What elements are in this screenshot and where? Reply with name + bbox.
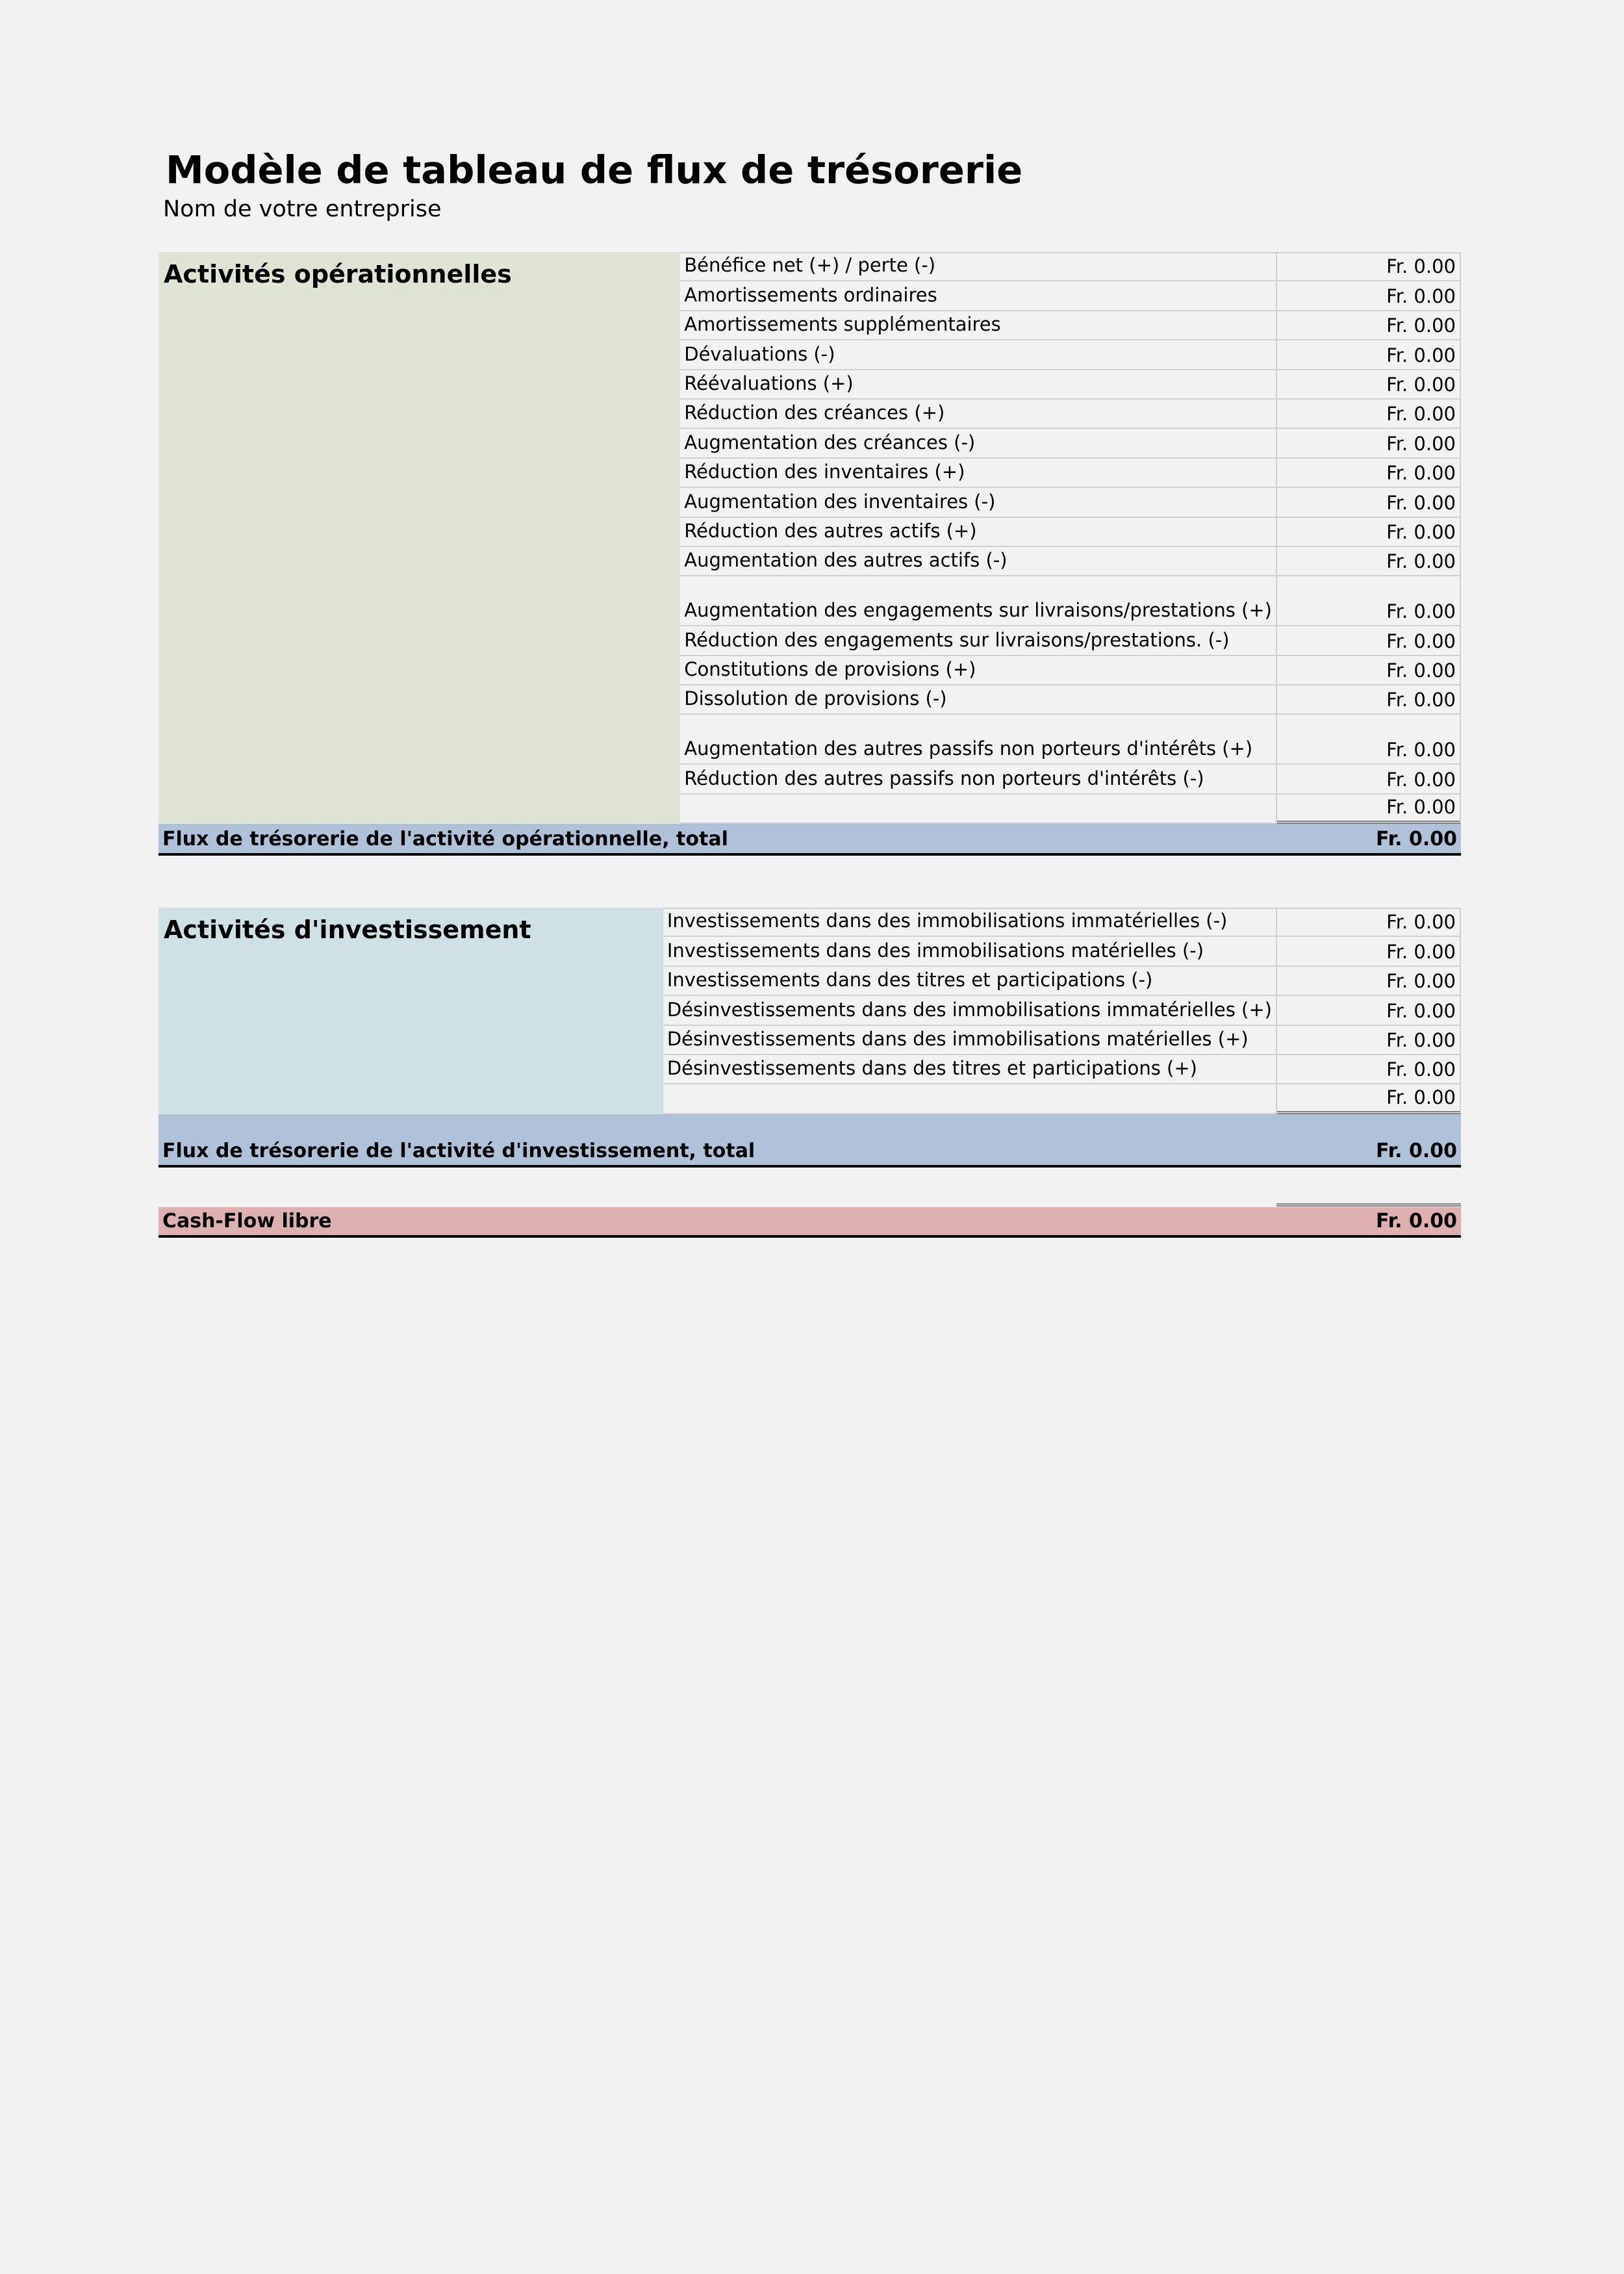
investment-table <box>159 908 1461 1114</box>
row-value: Fr. 0.00 <box>1277 765 1461 794</box>
row-label: Réévaluations (+) <box>680 370 1277 400</box>
row-label: Bénéfice net (+) / perte (-) <box>680 252 1277 281</box>
table-row <box>680 252 1461 281</box>
table-row <box>680 429 1461 458</box>
row-label: Constitutions de provisions (+) <box>680 656 1277 685</box>
table-row <box>680 626 1461 656</box>
row-label: Réduction des créances (+) <box>680 400 1277 429</box>
company-name: Nom de votre entreprise <box>163 196 442 222</box>
row-value: Fr. 0.00 <box>1277 547 1461 576</box>
row-label: Amortissements supplémentaires <box>680 311 1277 340</box>
row-value: Fr. 0.00 <box>1277 937 1461 966</box>
operational-total-label: Flux de trésorerie de l'activité opérationnelle, total <box>162 828 728 851</box>
page-title: Modèle de tableau de flux de trésorerie <box>166 147 1023 192</box>
row-label: Réduction des autres actifs (+) <box>680 518 1277 547</box>
row-value: Fr. 0.00 <box>1277 518 1461 547</box>
operational-heading: Activités opérationnelles <box>159 252 680 824</box>
subtotal-value: Fr. 0.00 <box>1277 795 1461 824</box>
subtotal-row <box>663 1084 1461 1114</box>
subtotal-row <box>680 795 1461 824</box>
row-label: Augmentation des engagements sur livraisons/prestations (+) <box>680 576 1277 626</box>
row-value: Fr. 0.00 <box>1277 967 1461 996</box>
row-value: Fr. 0.00 <box>1277 459 1461 488</box>
cashflow-double-rule <box>1276 1203 1461 1207</box>
row-value: Fr. 0.00 <box>1277 488 1461 517</box>
table-row <box>663 908 1461 937</box>
table-row <box>680 459 1461 488</box>
row-value: Fr. 0.00 <box>1277 429 1461 458</box>
row-value: Fr. 0.00 <box>1277 311 1461 340</box>
operational-total-value: Fr. 0.00 <box>1376 828 1457 851</box>
row-label: Augmentation des autres actifs (-) <box>680 547 1277 576</box>
operational-rows <box>680 252 1461 824</box>
operational-table <box>159 252 1461 824</box>
subtotal-value: Fr. 0.00 <box>1277 1084 1461 1114</box>
row-label: Réduction des autres passifs non porteurs d'intérêts (-) <box>680 765 1277 794</box>
table-row <box>663 1055 1461 1084</box>
row-label: Augmentation des créances (-) <box>680 429 1277 458</box>
subtotal-label-cell <box>680 795 1277 824</box>
row-value: Fr. 0.00 <box>1277 252 1461 281</box>
row-value: Fr. 0.00 <box>1277 656 1461 685</box>
table-row <box>680 281 1461 311</box>
table-row <box>680 685 1461 715</box>
table-row <box>663 996 1461 1025</box>
row-label: Dissolution de provisions (-) <box>680 685 1277 715</box>
row-value: Fr. 0.00 <box>1277 626 1461 656</box>
investment-section <box>159 908 1461 1168</box>
row-label: Investissements dans des titres et participations (-) <box>663 967 1277 996</box>
row-label: Désinvestissements dans des titres et participations (+) <box>663 1055 1277 1084</box>
table-row <box>680 340 1461 370</box>
subtotal-label-cell <box>663 1084 1277 1114</box>
row-value: Fr. 0.00 <box>1277 281 1461 311</box>
table-row <box>680 488 1461 517</box>
table-row <box>680 547 1461 576</box>
row-label: Augmentation des autres passifs non porteurs d'intérêts (+) <box>680 715 1277 765</box>
table-row <box>680 400 1461 429</box>
table-row <box>680 518 1461 547</box>
row-label: Réduction des inventaires (+) <box>680 459 1277 488</box>
row-value: Fr. 0.00 <box>1277 340 1461 370</box>
cashflow-value: Fr. 0.00 <box>1376 1210 1457 1233</box>
row-label: Augmentation des inventaires (-) <box>680 488 1277 517</box>
row-label: Désinvestissements dans des immobilisations matérielles (+) <box>663 1026 1277 1055</box>
row-label: Investissements dans des immobilisations immatérielles (-) <box>663 908 1277 937</box>
row-label: Amortissements ordinaires <box>680 281 1277 311</box>
row-label: Investissements dans des immobilisations matérielles (-) <box>663 937 1277 966</box>
row-value: Fr. 0.00 <box>1277 996 1461 1025</box>
row-label: Désinvestissements dans des immobilisations immatérielles (+) <box>663 996 1277 1025</box>
row-label: Dévaluations (-) <box>680 340 1277 370</box>
row-value: Fr. 0.00 <box>1277 1026 1461 1055</box>
operational-total-row <box>159 824 1461 856</box>
row-value: Fr. 0.00 <box>1277 1055 1461 1084</box>
investment-total-label: Flux de trésorerie de l'activité d'investissement, total <box>162 1139 755 1162</box>
table-row <box>663 937 1461 966</box>
investment-heading: Activités d'investissement <box>159 908 663 1114</box>
row-value: Fr. 0.00 <box>1277 400 1461 429</box>
cashflow-row <box>159 1207 1461 1238</box>
investment-total-row <box>159 1114 1461 1168</box>
row-value: Fr. 0.00 <box>1277 576 1461 626</box>
row-value: Fr. 0.00 <box>1277 908 1461 937</box>
row-value: Fr. 0.00 <box>1277 685 1461 715</box>
table-row <box>680 715 1461 765</box>
table-row <box>680 576 1461 626</box>
investment-total-value: Fr. 0.00 <box>1376 1139 1457 1162</box>
table-row <box>663 967 1461 996</box>
row-label: Réduction des engagements sur livraisons/prestations. (-) <box>680 626 1277 656</box>
table-row <box>680 765 1461 794</box>
table-row <box>680 370 1461 400</box>
table-row <box>680 311 1461 340</box>
investment-rows <box>663 908 1461 1114</box>
row-value: Fr. 0.00 <box>1277 715 1461 765</box>
row-value: Fr. 0.00 <box>1277 370 1461 400</box>
table-row <box>680 656 1461 685</box>
table-row <box>663 1026 1461 1055</box>
cashflow-label: Cash-Flow libre <box>162 1210 332 1233</box>
operational-section <box>159 252 1461 856</box>
